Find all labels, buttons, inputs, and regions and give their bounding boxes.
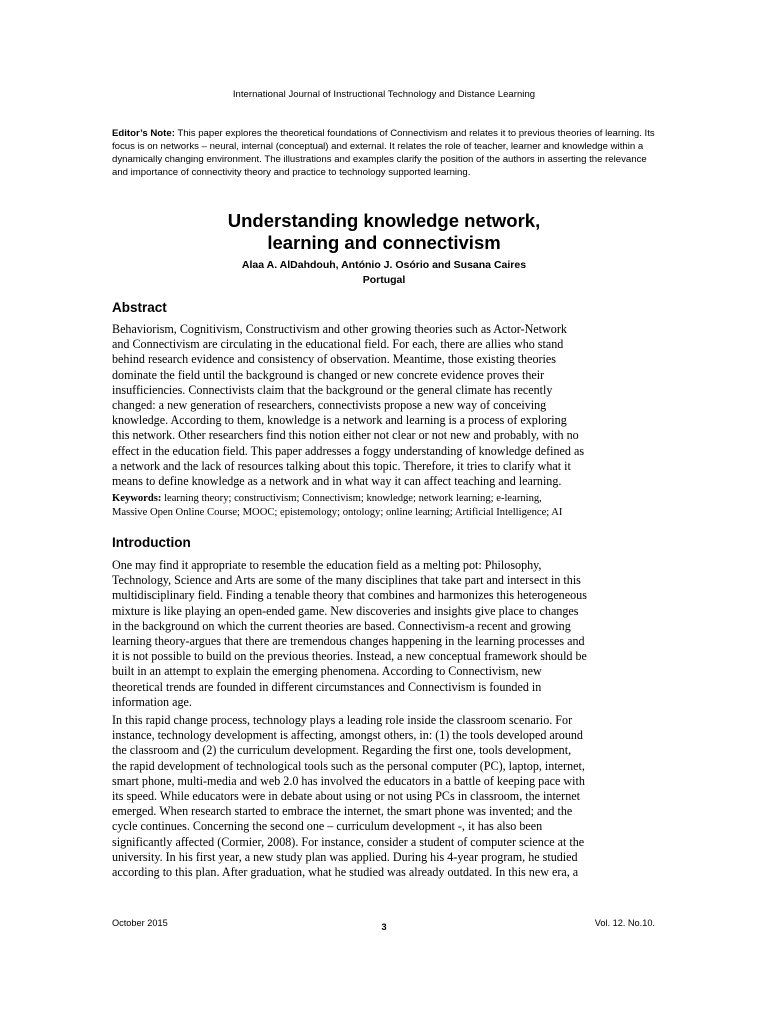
- paragraph-line: significantly affected (Cormier, 2008). For instance, consider a student of computer science at the: [112, 834, 585, 849]
- paragraph-line: information age.: [112, 694, 192, 709]
- paragraph-line: in the background on which the current theories are based. Connectivism-a recent and growing: [112, 618, 571, 633]
- paper-title-line-1: Understanding knowledge network,: [227, 210, 541, 231]
- paragraph-line: multidisciplinary field. Finding a tenable theory that combines and harmonizes this heterogeneous: [112, 588, 587, 603]
- footer-date: October 2015: [112, 918, 168, 928]
- paper-title-line-2: learning and connectivism: [267, 232, 501, 253]
- paragraph-line: In this rapid change process, technology plays a leading role inside the classroom scenario. For: [112, 713, 573, 727]
- paragraph-line: smart phone, multi-media and web 2.0 has involved the educators in a battle of keeping pace with: [112, 773, 585, 788]
- introduction-heading: Introduction: [112, 535, 191, 550]
- paragraph-line: it is not possible to build on the previous theories. Instead, a new conceptual framework should be: [112, 649, 587, 664]
- paragraph-line: One may find it appropriate to resemble the education field as a melting pot: Philosophy,: [112, 558, 542, 572]
- page-number: 3: [381, 922, 387, 932]
- editors-note-label: Editor’s Note:: [112, 128, 175, 139]
- editors-note: [112, 127, 660, 179]
- abstract-line: this network. Other researchers find this notion either not clear or not new and probably, with no: [112, 428, 579, 443]
- paragraph-line: the rapid development of technological tools such as the personal computer (PC), laptop, internet,: [112, 758, 585, 773]
- authors: Alaa A. AlDahdouh, António J. Osório and Susana Caires: [241, 259, 527, 271]
- abstract-line: means to define knowledge as a network and in what way it can affect teaching and learning.: [112, 474, 562, 489]
- abstract-line: insufficiencies. Connectivists claim that the background or the general climate has recently: [112, 382, 553, 397]
- paragraph-line: its speed. While educators were in debate about using or not using PCs in classroom, the internet: [112, 789, 580, 804]
- editors-note-text: This paper explores the theoretical foundations of Connectivism and relates it to previous theories of learning. Its focus is on networks – neural, internal (conceptual) and external. It relates the role of teacher, learner and knowledge within a dynamically changing environment. The illustrations and examples clarify the position of the authors in asserting the relevance and importance of connectivity theory and practice to technology supported learning.: [112, 128, 655, 178]
- abstract-heading: Abstract: [112, 300, 167, 315]
- paragraph-line: theoretical trends are founded in different circumstances and Connectivism is founded in: [112, 679, 542, 694]
- abstract-line: effect in the education field. This paper addresses a foggy understanding of knowledge defined as: [112, 443, 585, 458]
- abstract-line: Behaviorism, Cognitivism, Constructivism and other growing theories such as Actor-Network: [112, 322, 567, 336]
- paragraph-line: university. In his first year, a new study plan was applied. During his 4-year program, he studied: [112, 849, 578, 864]
- author-country: Portugal: [362, 274, 406, 286]
- keywords-label: Keywords:: [112, 493, 162, 504]
- keywords-text-1: learning theory; constructivism; Connectivism; knowledge; network learning; e-learning,: [161, 493, 542, 504]
- abstract-line: dominate the field until the background is changed or new concrete evidence proves their: [112, 367, 545, 382]
- keywords: [112, 492, 660, 520]
- introduction-paragraph-1: [112, 558, 660, 710]
- paragraph-line: built in an attempt to explain the emerging phenomena. According to Connectivism, new: [112, 664, 542, 679]
- paragraph-line: according to this plan. After graduation, what he studied was already outdated. In this new era, a: [112, 865, 579, 880]
- paragraph-line: the classroom and (2) the curriculum development. Regarding the first one, tools development,: [112, 743, 572, 758]
- abstract-line: behind research evidence and consistency of observation. Meantime, those existing theories: [112, 352, 556, 367]
- abstract-line: and Connectivism are circulating in the educational field. For each, there are allies who stand: [112, 337, 564, 352]
- footer-volume: Vol. 12. No.10.: [594, 918, 655, 928]
- keywords-line-2: Massive Open Online Course; MOOC; epistemology; ontology; online learning; Artificial Intelligence; AI: [112, 507, 563, 518]
- abstract-line: changed: a new generation of researchers, connectivists propose a new way of conceiving: [112, 398, 547, 413]
- paper-title: [0, 210, 768, 254]
- paragraph-line: emerged. When research started to embrace the internet, the smart phone was invented; and the: [112, 804, 573, 819]
- paragraph-line: Technology, Science and Arts are some of the many disciplines that take part and intersect in this: [112, 573, 581, 588]
- abstract-text: [112, 322, 660, 489]
- keywords-line-1: [112, 492, 660, 506]
- paragraph-line: mixture is like playing an open-ended game. New discoveries and insights give place to changes: [112, 603, 579, 618]
- abstract-line: knowledge. According to them, knowledge is a network and learning is a process of exploring: [112, 413, 567, 428]
- journal-header: International Journal of Instructional Technology and Distance Learning: [232, 89, 536, 100]
- introduction-paragraph-2: [112, 713, 660, 880]
- paragraph-line: cycle continues. Concerning the second one – curriculum development -, it has also been: [112, 819, 543, 834]
- abstract-line: a network and the lack of resources talking about this topic. Therefore, it tries to clarify what it: [112, 458, 571, 473]
- paragraph-line: learning theory-argues that there are tremendous changes happening in the learning processes and: [112, 634, 585, 649]
- paragraph-line: instance, technology development is affecting, amongst others, in: (1) the tools developed around: [112, 728, 583, 743]
